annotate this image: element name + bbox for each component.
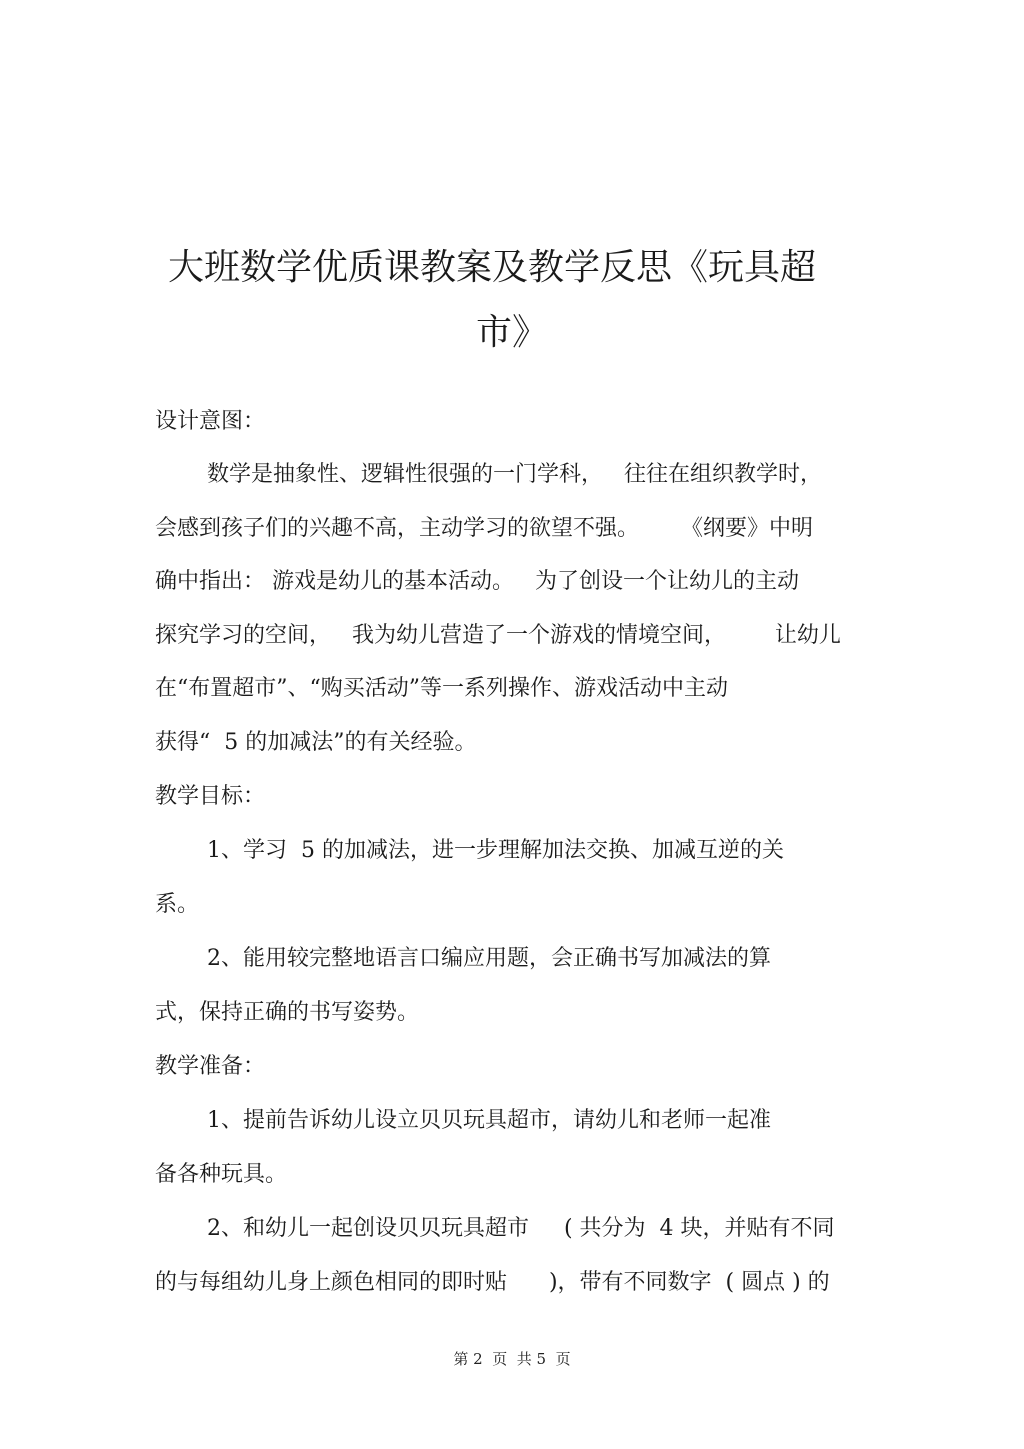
prep-paragraph-line: 2、和幼儿一起创设贝贝玩具超市 ( 共分为 4 块，并贴有不同 [207, 1216, 835, 1241]
prep-paragraph-line: 1、提前告诉幼儿设立贝贝玩具超市，请幼儿和老师一起准 [207, 1108, 771, 1133]
design-paragraph-line: 数学是抽象性、逻辑性很强的一门学科， 往往在组织教学时， [207, 462, 822, 487]
section-heading-goals: 教学目标： [155, 784, 266, 809]
prep-paragraph-line: 备各种玩具。 [155, 1162, 288, 1187]
goals-paragraph-line: 系。 [155, 892, 200, 917]
design-paragraph-line: 在“布置超市”、“购买活动”等一系列操作、游戏活动中主动 [155, 676, 728, 701]
section-heading-prep: 教学准备： [155, 1054, 266, 1079]
goals-paragraph-line: 式，保持正确的书写姿势。 [155, 1000, 420, 1025]
page-footer: 第 2 页 共 5 页 [453, 1350, 571, 1368]
design-paragraph-line: 探究学习的空间， 我为幼儿营造了一个游戏的情境空间， 让幼儿 [155, 623, 841, 648]
design-paragraph-line: 获得“ 5 的加减法”的有关经验。 [155, 730, 477, 755]
prep-paragraph-line: 的与每组幼儿身上颜色相同的即时贴 )，带有不同数字 ( 圆点 ) 的 [155, 1270, 830, 1295]
design-paragraph-line: 会感到孩子们的兴趣不高，主动学习的欲望不强。 《纲要》中明 [155, 516, 813, 541]
document-title-line-2: 市》 [476, 312, 549, 353]
section-heading-design: 设计意图： [155, 409, 266, 434]
goals-paragraph-line: 1、学习 5 的加减法，进一步理解加法交换、加减互逆的关 [207, 838, 784, 863]
goals-paragraph-line: 2、能用较完整地语言口编应用题，会正确书写加减法的算 [207, 946, 771, 971]
document-title-line-1: 大班数学优质课教案及教学反思《玩具超 [168, 247, 817, 288]
design-paragraph-line: 确中指出： 游戏是幼儿的基本活动。 为了创设一个让幼儿的主动 [155, 569, 799, 594]
